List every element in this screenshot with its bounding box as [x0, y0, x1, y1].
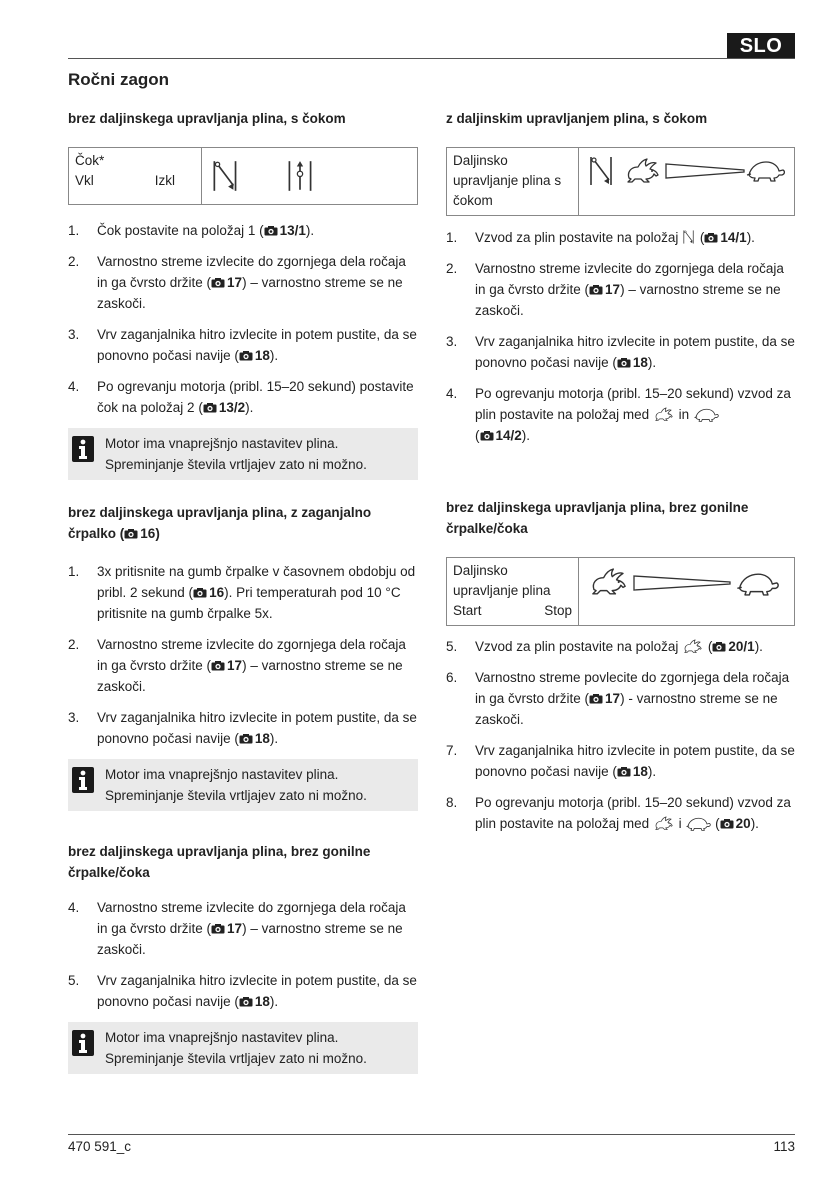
figure-ref-number: 20/1 — [728, 639, 755, 654]
right-sec1-steps — [446, 227, 795, 446]
step-text-end: ). — [647, 355, 657, 370]
camera-icon — [720, 819, 734, 829]
figure-ref-number: 18 — [254, 731, 270, 746]
step-text: Po ogrevanju motorja (pribl. 15–20 sekund) vzvod za plin postavite na položaj med — [475, 795, 791, 831]
page-number: 113 — [773, 1139, 795, 1154]
step-number: 3. — [68, 710, 80, 725]
camera-icon — [211, 278, 225, 288]
list-item: 8. Po ogrevanju motorja (pribl. 15–20 sekund) vzvod za plin postavite na položaj med i ( 20). — [446, 792, 795, 834]
choke-lever-icon — [682, 229, 696, 245]
figure-ref — [589, 691, 620, 706]
step-text-mid: i — [678, 816, 682, 831]
step-text-end: ) – varnostno streme se ne zaskoči. — [97, 658, 403, 694]
step-number: 4. — [68, 900, 80, 915]
step-text: Varnostno streme izvlecite do zgornjega dela ročaja in ga čvrsto držite ( — [475, 261, 784, 297]
step-number: 3. — [68, 327, 80, 342]
camera-icon — [211, 661, 225, 671]
step-number: 8. — [446, 795, 458, 810]
step-text: Varnostno streme izvlecite do zgornjega dela ročaja in ga čvrsto držite ( — [97, 900, 406, 936]
figure-ref-number: 18 — [632, 355, 648, 370]
remote-label-line1: Daljinsko — [453, 563, 508, 578]
turtle-icon — [733, 572, 781, 596]
language-badge: SLO — [727, 33, 795, 59]
step-text-end: ). Pri temperaturah pod 10 °C pritisnite na gumb črpalke 5x. — [97, 585, 401, 621]
remote-table — [446, 557, 795, 626]
figure-ref-number: 20 — [735, 816, 751, 831]
section-title — [68, 502, 418, 544]
camera-icon — [704, 233, 718, 243]
remote-label-cell — [447, 558, 579, 625]
step-number: 5. — [446, 639, 458, 654]
figure-ref — [124, 526, 155, 541]
step-number: 1. — [446, 230, 458, 245]
choke-off-lever-icon — [284, 158, 316, 194]
camera-icon — [712, 642, 726, 652]
choke-label: Čok* — [75, 153, 105, 168]
right-column — [446, 108, 795, 844]
list-item — [68, 220, 418, 241]
header-divider — [68, 58, 795, 59]
start-label: Start — [453, 603, 482, 618]
figure-ref-number: 14/2 — [495, 428, 522, 443]
step-text-mid: in — [678, 407, 690, 422]
step-text-end: ). — [746, 230, 755, 245]
remote-choke-label-cell — [447, 148, 579, 215]
figure-ref — [239, 731, 270, 746]
figure-ref — [211, 921, 242, 936]
step-number: 2. — [446, 261, 458, 276]
page-title: Ročni zagon — [68, 70, 170, 89]
list-item — [446, 740, 795, 782]
remote-choke-image-cell — [579, 148, 794, 215]
step-number: 1. — [68, 564, 80, 579]
list-item — [68, 707, 418, 749]
camera-icon — [617, 358, 631, 368]
camera-icon — [211, 924, 225, 934]
remote-positions — [453, 601, 572, 621]
list-item: 4. Po ogrevanju motorja (pribl. 15–20 sekund) vzvod za plin postavite na položaj med in ( 14/2). — [446, 383, 795, 446]
info-icon — [72, 436, 94, 462]
throttle-wedge-icon — [665, 162, 745, 180]
figure-ref — [480, 428, 522, 443]
section-title: brez daljinskega upravljanja plina, brez gonilne črpalke/čoka — [68, 844, 371, 880]
figure-ref-number: 18 — [254, 348, 270, 363]
figure-ref-number: 16 — [140, 526, 156, 541]
figure-ref — [203, 400, 245, 415]
list-item — [68, 561, 418, 624]
step-number: 4. — [446, 386, 458, 401]
choke-lever-icon — [587, 154, 617, 188]
list-item — [68, 251, 418, 314]
section-title: brez daljinskega upravljanja plina, brez gonilne črpalke/čoka — [446, 500, 749, 536]
camera-icon — [239, 734, 253, 744]
figure-ref-number: 17 — [605, 282, 621, 297]
figure-ref-number: 17 — [227, 658, 243, 673]
section-title-text: brez daljinskega upravljanja plina, z zaganjalno črpalko ( — [68, 505, 372, 541]
list-item — [68, 376, 418, 418]
left-sec2-steps — [68, 561, 418, 749]
step-text-end: ). — [269, 994, 279, 1009]
camera-icon — [124, 529, 138, 539]
note-text: Motor ima vnaprejšnjo nastavitev plina. Spreminjanje števila vrtljajev zato ni možno. — [105, 767, 367, 803]
camera-icon — [239, 351, 253, 361]
step-text: Varnostno streme izvlecite do zgornjega dela ročaja in ga čvrsto držite ( — [97, 254, 406, 290]
list-item — [68, 634, 418, 697]
figure-ref — [589, 282, 620, 297]
figure-ref-number: 17 — [227, 921, 243, 936]
info-icon — [72, 1030, 94, 1056]
remote-label-line2: upravljanje plina — [453, 583, 551, 598]
choke-on-lever-icon — [210, 158, 242, 194]
remote-choke-table — [446, 147, 795, 216]
figure-ref — [617, 764, 648, 779]
figure-ref-number: 17 — [605, 691, 621, 706]
hare-icon — [623, 158, 663, 184]
left-sec3-steps — [68, 897, 418, 1012]
step-text: Vrv zaganjalnika hitro izvlecite in potem pustite, da se ponovno počasi navije ( — [475, 334, 795, 370]
figure-ref-number: 13/2 — [218, 400, 246, 415]
hare-icon — [587, 568, 631, 596]
left-column — [68, 108, 418, 1074]
step-text-end: ). — [269, 348, 279, 363]
section-title: brez daljinskega upravljanja plina, s čokom — [68, 111, 346, 126]
step-text: Po ogrevanju motorja (pribl. 15–20 sekund) vzvod za plin postavite na položaj med — [475, 386, 791, 422]
choke-positions — [75, 171, 195, 191]
figure-ref — [239, 994, 270, 1009]
step-text-end: ). — [305, 223, 315, 238]
step-text-end: ). — [647, 764, 657, 779]
info-note — [68, 759, 418, 811]
step-text-end: ). — [269, 731, 279, 746]
figure-ref-number: 13/1 — [279, 223, 306, 238]
figure-ref — [617, 355, 648, 370]
turtle-icon — [745, 160, 785, 182]
step-text-end: ) – varnostno streme se ne zaskoči. — [97, 275, 403, 311]
step-number: 4. — [68, 379, 80, 394]
list-item — [68, 324, 418, 366]
document-number: 470 591_c — [68, 1139, 132, 1154]
info-icon — [72, 767, 94, 793]
step-number: 2. — [68, 637, 80, 652]
figure-ref — [720, 816, 751, 831]
figure-ref — [211, 275, 242, 290]
figure-ref — [211, 658, 242, 673]
figure-ref-number: 16 — [209, 585, 225, 600]
camera-icon — [589, 694, 603, 704]
right-sec2-steps — [446, 636, 795, 834]
section-title: z daljinskim upravljanjem plina, s čokom — [446, 111, 708, 126]
camera-icon — [239, 997, 253, 1007]
footer-divider — [68, 1134, 795, 1135]
stop-label: Stop — [544, 603, 572, 618]
step-text: Po ogrevanju motorja (pribl. 15–20 sekund) postavite čok na položaj 2 ( — [97, 379, 414, 415]
choke-label-cell — [69, 148, 202, 204]
step-text: Vrv zaganjalnika hitro izvlecite in potem pustite, da se ponovno počasi navije ( — [475, 743, 795, 779]
step-text: Varnostno streme povlecite do zgornjega dela ročaja in ga čvrsto držite ( — [475, 670, 790, 706]
figure-ref — [239, 348, 270, 363]
list-item: 5. Vzvod za plin postavite na položaj ( 20/1). — [446, 636, 795, 657]
figure-ref — [193, 585, 224, 600]
step-text: Vrv zaganjalnika hitro izvlecite in potem pustite, da se ponovno počasi navije ( — [97, 327, 417, 363]
figure-ref-number: 14/1 — [720, 230, 747, 245]
throttle-wedge-icon — [633, 574, 731, 592]
step-text: Vrv zaganjalnika hitro izvlecite in potem pustite, da se ponovno počasi navije ( — [97, 973, 417, 1009]
step-number: 1. — [68, 223, 80, 238]
step-text-end: ). — [750, 816, 759, 831]
turtle-icon — [693, 408, 719, 422]
step-text: 3x pritisnite na gumb črpalke v časovnem obdobju od pribl. 2 sekund ( — [97, 564, 416, 600]
camera-icon — [480, 431, 494, 441]
list-item: 1. Vzvod za plin postavite na položaj ( 14/1). — [446, 227, 795, 248]
figure-ref-number: 18 — [254, 994, 270, 1009]
step-text-end: ). — [754, 639, 763, 654]
note-text: Motor ima vnaprejšnjo nastavitev plina. Spreminjanje števila vrtljajev zato ni možno. — [105, 436, 367, 472]
info-note — [68, 428, 418, 480]
list-item — [68, 970, 418, 1012]
step-text: Čok postavite na položaj 1 ( — [97, 223, 264, 238]
step-number: 5. — [68, 973, 80, 988]
choke-image-cell — [202, 148, 417, 204]
step-number: 3. — [446, 334, 458, 349]
list-item — [446, 258, 795, 321]
step-number: 6. — [446, 670, 458, 685]
step-text-end: ). — [245, 400, 254, 415]
camera-icon — [264, 226, 278, 236]
left-sec1-steps — [68, 220, 418, 418]
camera-icon — [203, 403, 217, 413]
list-item — [68, 897, 418, 960]
figure-ref-number: 17 — [227, 275, 243, 290]
step-text: Varnostno streme izvlecite do zgornjega dela ročaja in ga čvrsto držite ( — [97, 637, 406, 673]
turtle-icon — [685, 817, 711, 831]
info-note — [68, 1022, 418, 1074]
list-item — [446, 331, 795, 373]
figure-ref-number: 18 — [632, 764, 648, 779]
camera-icon — [193, 588, 207, 598]
hare-icon — [682, 639, 704, 654]
hare-icon — [653, 816, 675, 831]
step-text-end: ) – varnostno streme se ne zaskoči. — [475, 282, 781, 318]
note-text: Motor ima vnaprejšnjo nastavitev plina. Spreminjanje števila vrtljajev zato ni možno. — [105, 1030, 367, 1066]
camera-icon — [589, 285, 603, 295]
section-title-end: ) — [155, 526, 160, 541]
camera-icon — [617, 767, 631, 777]
hare-icon — [653, 407, 675, 422]
step-number: 2. — [68, 254, 80, 269]
choke-off-label: Izkl — [154, 173, 175, 188]
step-text: Vzvod za plin postavite na položaj — [475, 230, 679, 245]
choke-table — [68, 147, 418, 205]
remote-image-cell — [579, 558, 794, 625]
choke-on-label: Vkl — [75, 173, 94, 188]
step-number: 7. — [446, 743, 458, 758]
step-text-end: ) - varnostno streme se ne zaskoči. — [475, 691, 778, 727]
list-item — [446, 667, 795, 730]
step-text-end: ) – varnostno streme se ne zaskoči. — [97, 921, 403, 957]
step-text: Vzvod za plin postavite na položaj — [475, 639, 679, 654]
figure-ref — [704, 230, 746, 245]
figure-ref — [264, 223, 306, 238]
figure-ref — [712, 639, 754, 654]
remote-choke-label: Daljinsko upravljanje plina s čokom — [453, 153, 562, 208]
step-text: Vrv zaganjalnika hitro izvlecite in potem pustite, da se ponovno počasi navije ( — [97, 710, 417, 746]
step-text-end: ). — [521, 428, 531, 443]
